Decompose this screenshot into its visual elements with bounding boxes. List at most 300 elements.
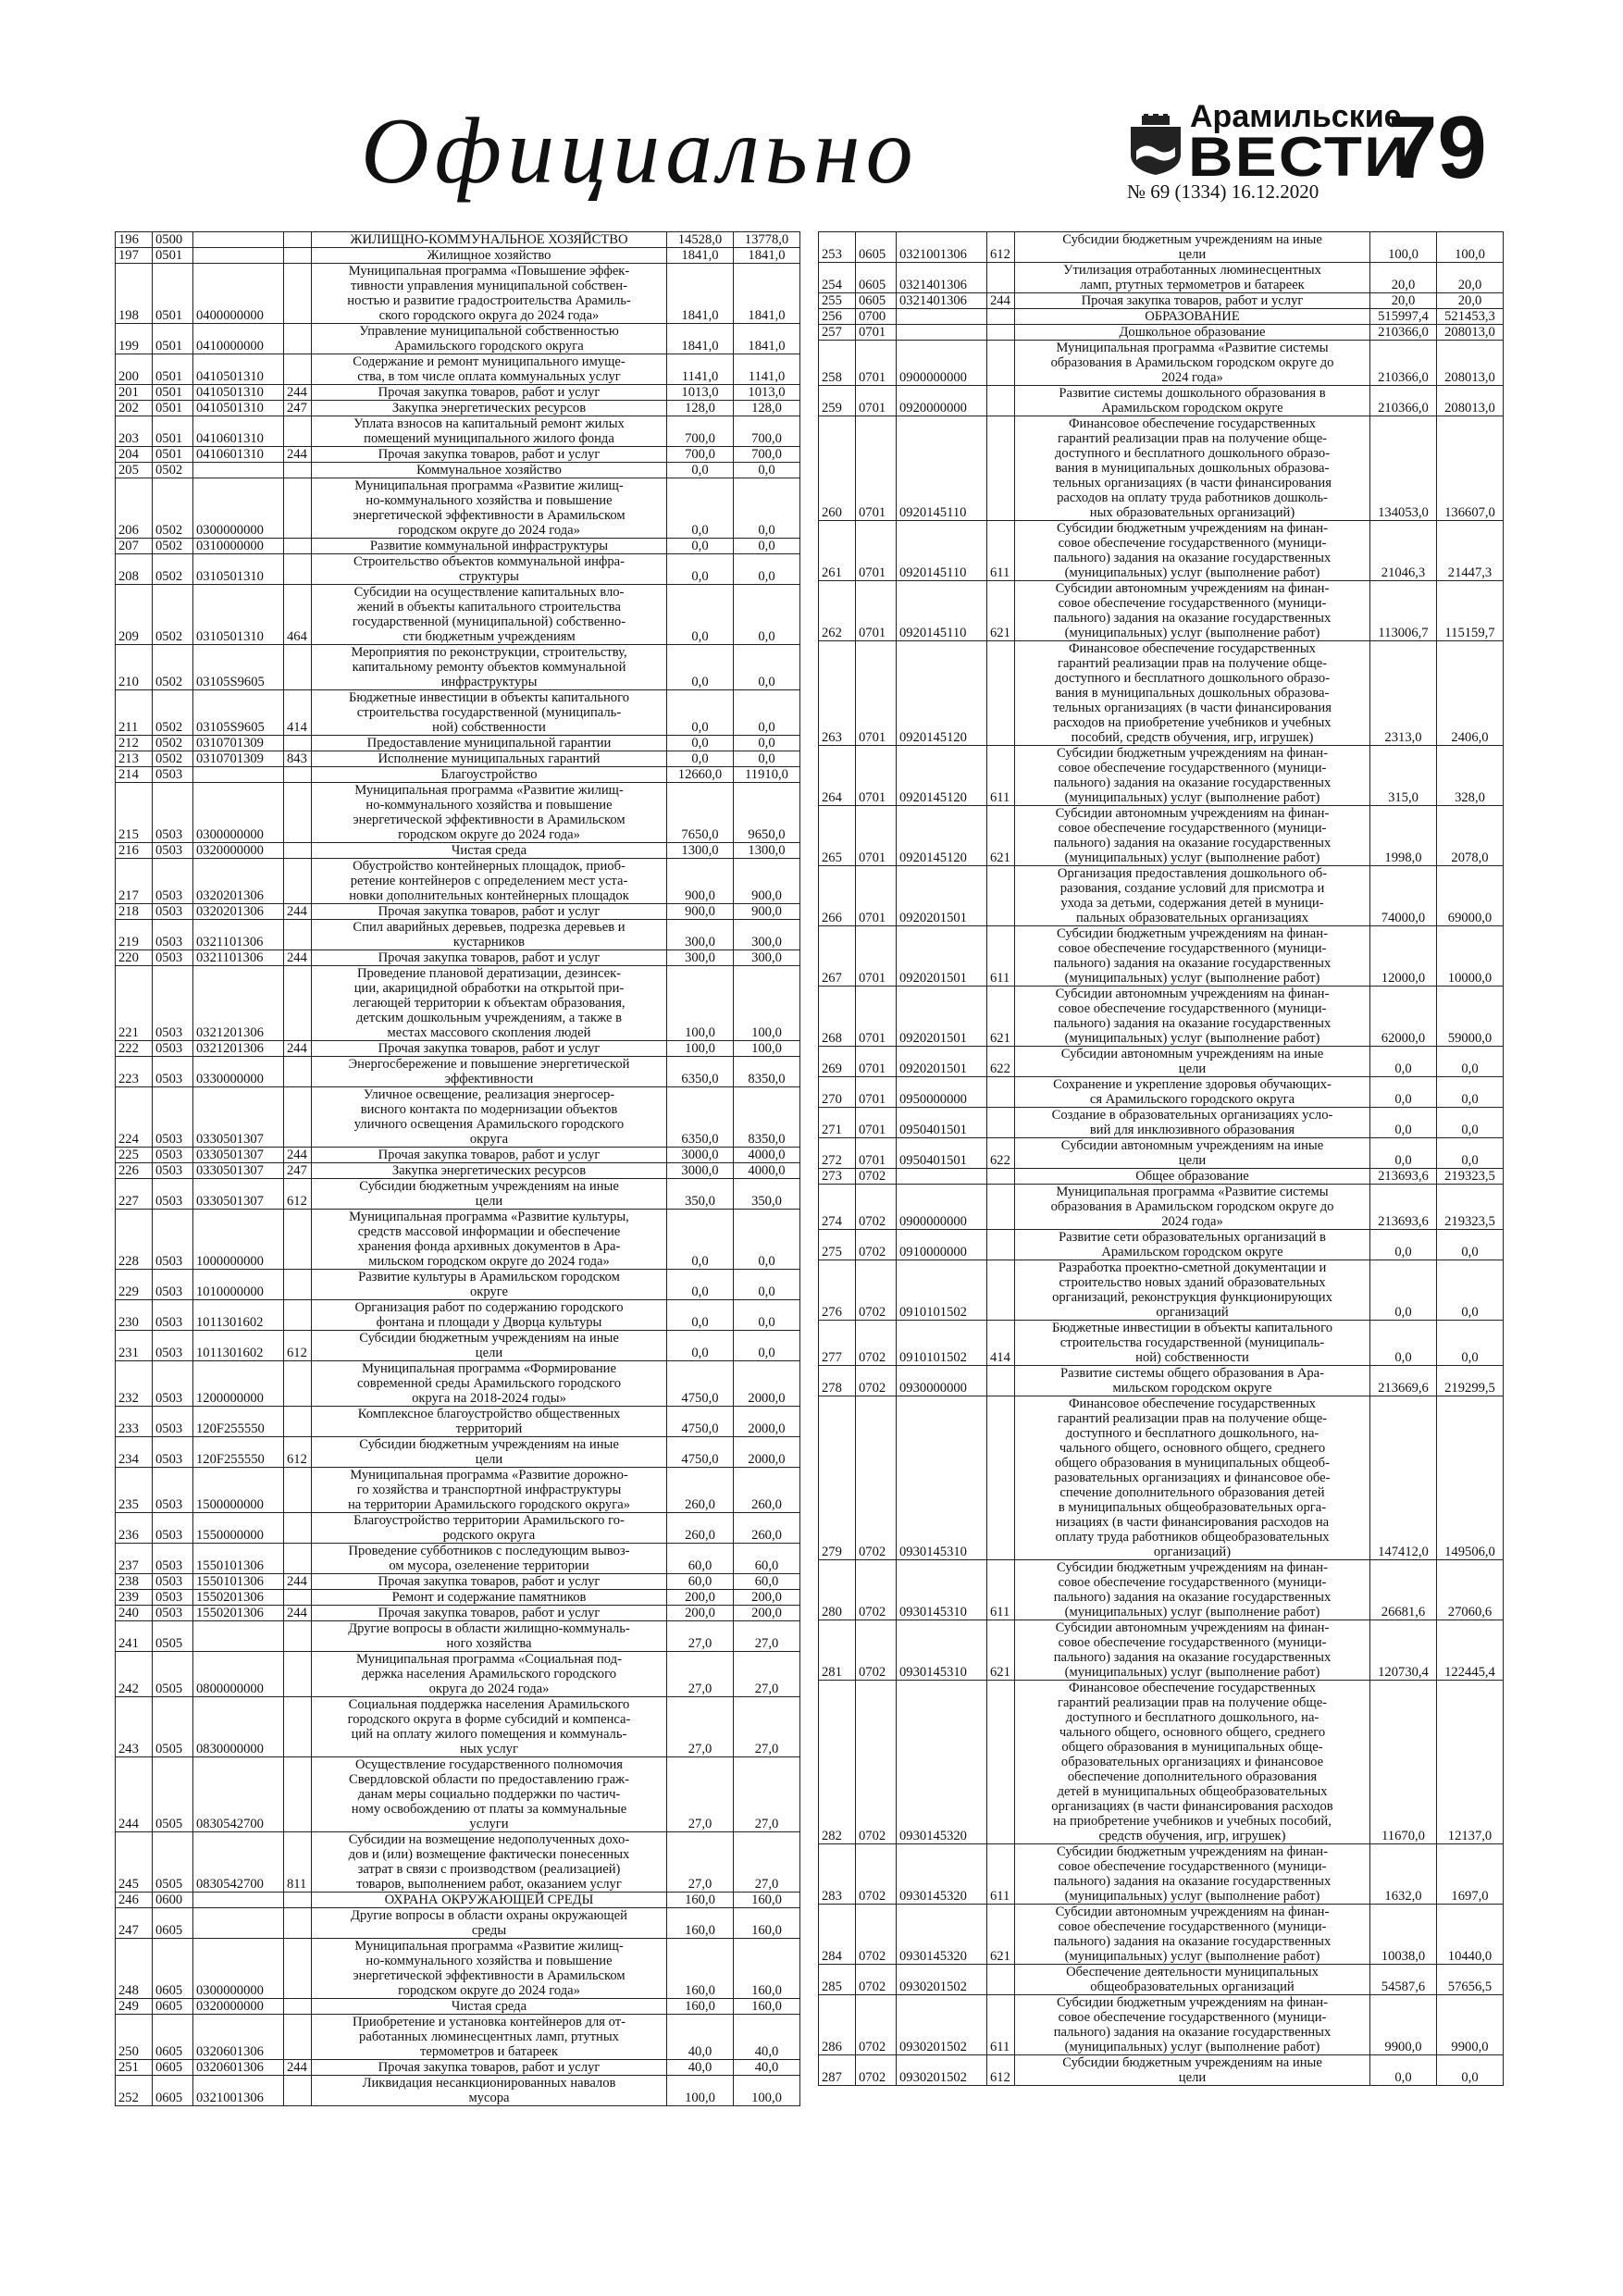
table-row bbox=[819, 1321, 1504, 1366]
type-code bbox=[284, 1468, 312, 1513]
table-row bbox=[819, 1844, 1504, 1905]
item-description: Чистая среда bbox=[312, 843, 667, 859]
item-description: Муниципальная программа «Развитие культуры, средств массовой информации и обеспечение хранения фонда архивных документов в Ара- мильском городском округе до 2024 года» bbox=[312, 1210, 667, 1270]
table-row bbox=[819, 341, 1504, 386]
item-description: Субсидии бюджетным учреждениям на иные цели bbox=[1015, 2055, 1370, 2086]
row-number: 262 bbox=[819, 581, 856, 641]
value-2022: 0,0 bbox=[734, 463, 800, 478]
type-code bbox=[284, 463, 312, 478]
item-description: Прочая закупка товаров, работ и услуг bbox=[312, 447, 667, 463]
table-row bbox=[819, 232, 1504, 263]
value-2021: 0,0 bbox=[667, 751, 734, 767]
table-row bbox=[819, 1230, 1504, 1260]
type-code: 244 bbox=[284, 1148, 312, 1163]
value-2021: 134053,0 bbox=[1370, 416, 1437, 521]
table-row bbox=[819, 263, 1504, 293]
value-2021: 147412,0 bbox=[1370, 1396, 1437, 1560]
value-2021: 1632,0 bbox=[1370, 1844, 1437, 1905]
target-code: 0920145110 bbox=[897, 521, 987, 581]
value-2022: 100,0 bbox=[1437, 232, 1504, 263]
value-2022: 0,0 bbox=[734, 478, 800, 539]
section-code: 0700 bbox=[856, 309, 897, 325]
table-row bbox=[116, 767, 800, 783]
table-row bbox=[116, 690, 800, 736]
type-code: 612 bbox=[284, 1331, 312, 1361]
value-2022: 115159,7 bbox=[1437, 581, 1504, 641]
item-description: Управление муниципальной собственностью Арамильского городского округа bbox=[312, 324, 667, 354]
type-code: 611 bbox=[987, 1560, 1015, 1620]
value-2021: 0,0 bbox=[1370, 1230, 1437, 1260]
table-row bbox=[116, 859, 800, 904]
table-row bbox=[116, 447, 800, 463]
type-code: 244 bbox=[284, 1606, 312, 1621]
item-description: Муниципальная программа «Повышение эффек- тивности управления муниципальной собствен- ностью и развитие градостроительства Арамиль- ского городского округа до 2024 года» bbox=[312, 264, 667, 324]
value-2022: 27,0 bbox=[734, 1697, 800, 1757]
table-row bbox=[819, 1185, 1504, 1230]
logo-main-text: ВЕСТИ bbox=[1188, 126, 1411, 188]
row-number: 223 bbox=[116, 1057, 153, 1087]
section-code: 0503 bbox=[153, 920, 193, 950]
value-2022: 136607,0 bbox=[1437, 416, 1504, 521]
table-row bbox=[819, 1620, 1504, 1681]
target-code: 0310701309 bbox=[193, 736, 284, 751]
value-2022: 1841,0 bbox=[734, 264, 800, 324]
value-2021: 260,0 bbox=[667, 1513, 734, 1544]
target-code: 0950401501 bbox=[897, 1108, 987, 1138]
value-2021: 60,0 bbox=[667, 1544, 734, 1574]
value-2022: 0,0 bbox=[734, 751, 800, 767]
table-row bbox=[819, 1681, 1504, 1844]
table-row bbox=[819, 309, 1504, 325]
type-code bbox=[284, 1361, 312, 1407]
section-code: 0503 bbox=[153, 1590, 193, 1606]
value-2022: 0,0 bbox=[734, 585, 800, 645]
table-row bbox=[116, 539, 800, 554]
value-2021: 0,0 bbox=[667, 1300, 734, 1331]
target-code: 0321201306 bbox=[193, 1041, 284, 1057]
section-code: 0702 bbox=[856, 1260, 897, 1321]
type-code bbox=[987, 263, 1015, 293]
section-code: 0505 bbox=[153, 1697, 193, 1757]
value-2022: 27,0 bbox=[734, 1832, 800, 1893]
value-2022: 260,0 bbox=[734, 1513, 800, 1544]
target-code: 1550101306 bbox=[193, 1544, 284, 1574]
value-2022: 60,0 bbox=[734, 1544, 800, 1574]
type-code: 244 bbox=[284, 950, 312, 966]
item-description: Муниципальная программа «Развитие жилищ- но-коммунального хозяйства и повышение энергетической эффективности в Арамильском городском округе до 2024 года» bbox=[312, 478, 667, 539]
value-2021: 350,0 bbox=[667, 1179, 734, 1210]
item-description: Ликвидация несанкционированных навалов мусора bbox=[312, 2076, 667, 2106]
row-number: 229 bbox=[116, 1270, 153, 1300]
table-row bbox=[116, 1652, 800, 1697]
section-code: 0505 bbox=[153, 1757, 193, 1832]
value-2021: 6350,0 bbox=[667, 1057, 734, 1087]
city-emblem-icon bbox=[1127, 114, 1184, 177]
value-2021: 1300,0 bbox=[667, 843, 734, 859]
value-2022: 0,0 bbox=[1437, 2055, 1504, 2086]
target-code: 0410501310 bbox=[193, 354, 284, 385]
table-row bbox=[819, 1995, 1504, 2055]
item-description: Прочая закупка товаров, работ и услуг bbox=[312, 2060, 667, 2076]
target-code: 0920201501 bbox=[897, 1047, 987, 1077]
type-code bbox=[987, 1077, 1015, 1108]
value-2022: 160,0 bbox=[734, 1893, 800, 1908]
value-2021: 0,0 bbox=[667, 1210, 734, 1270]
type-code: 843 bbox=[284, 751, 312, 767]
value-2022: 1141,0 bbox=[734, 354, 800, 385]
item-description: Жилищное хозяйство bbox=[312, 248, 667, 264]
value-2021: 210366,0 bbox=[1370, 325, 1437, 341]
row-number: 224 bbox=[116, 1087, 153, 1148]
table-row bbox=[116, 385, 800, 401]
row-number: 207 bbox=[116, 539, 153, 554]
value-2021: 3000,0 bbox=[667, 1148, 734, 1163]
section-code: 0702 bbox=[856, 1185, 897, 1230]
row-number: 236 bbox=[116, 1513, 153, 1544]
type-code bbox=[284, 1908, 312, 1939]
row-number: 245 bbox=[116, 1832, 153, 1893]
target-code: 0930145320 bbox=[897, 1844, 987, 1905]
item-description: Бюджетные инвестиции в объекты капитального строительства государственной (муниципаль- ной) собственности bbox=[312, 690, 667, 736]
value-2022: 0,0 bbox=[734, 539, 800, 554]
value-2021: 160,0 bbox=[667, 1939, 734, 1999]
target-code: 0310501310 bbox=[193, 554, 284, 585]
row-number: 277 bbox=[819, 1321, 856, 1366]
section-code: 0702 bbox=[856, 1620, 897, 1681]
item-description: Исполнение муниципальных гарантий bbox=[312, 751, 667, 767]
row-number: 253 bbox=[819, 232, 856, 263]
target-code: 0310000000 bbox=[193, 539, 284, 554]
value-2021: 0,0 bbox=[1370, 1138, 1437, 1169]
value-2021: 0,0 bbox=[667, 645, 734, 690]
right-column bbox=[818, 231, 1503, 2086]
table-row bbox=[116, 463, 800, 478]
value-2022: 12137,0 bbox=[1437, 1681, 1504, 1844]
type-code bbox=[284, 539, 312, 554]
section-code: 0502 bbox=[153, 463, 193, 478]
row-number: 243 bbox=[116, 1697, 153, 1757]
target-code bbox=[193, 232, 284, 248]
row-number: 281 bbox=[819, 1620, 856, 1681]
value-2021: 27,0 bbox=[667, 1621, 734, 1652]
table-row bbox=[116, 1697, 800, 1757]
value-2021: 26681,6 bbox=[1370, 1560, 1437, 1620]
type-code bbox=[284, 1057, 312, 1087]
target-code bbox=[193, 1621, 284, 1652]
table-row bbox=[116, 2015, 800, 2060]
table-row bbox=[116, 248, 800, 264]
target-code: 0920145110 bbox=[897, 416, 987, 521]
type-code: 621 bbox=[987, 806, 1015, 866]
target-code: 1500000000 bbox=[193, 1468, 284, 1513]
target-code: 0800000000 bbox=[193, 1652, 284, 1697]
target-code: 0321001306 bbox=[193, 2076, 284, 2106]
left-column bbox=[115, 231, 799, 2106]
item-description: Закупка энергетических ресурсов bbox=[312, 401, 667, 416]
value-2021: 100,0 bbox=[667, 2076, 734, 2106]
row-number: 276 bbox=[819, 1260, 856, 1321]
table-row bbox=[116, 1757, 800, 1832]
section-code: 0701 bbox=[856, 386, 897, 416]
value-2021: 20,0 bbox=[1370, 263, 1437, 293]
type-code bbox=[284, 2076, 312, 2106]
section-code: 0502 bbox=[153, 645, 193, 690]
item-description: Прочая закупка товаров, работ и услуг bbox=[312, 1041, 667, 1057]
type-code: 247 bbox=[284, 401, 312, 416]
section-code: 0502 bbox=[153, 539, 193, 554]
section-code: 0502 bbox=[153, 751, 193, 767]
row-number: 237 bbox=[116, 1544, 153, 1574]
target-code: 0920145110 bbox=[897, 581, 987, 641]
row-number: 279 bbox=[819, 1396, 856, 1560]
type-code bbox=[987, 1230, 1015, 1260]
value-2022: 328,0 bbox=[1437, 746, 1504, 806]
item-description: Субсидии бюджетным учреждениям на финан- совое обеспечение государственного (муници- пального) задания на оказание государственных (муниципальных) услуг (выполнение работ) bbox=[1015, 1995, 1370, 2055]
type-code: 244 bbox=[284, 447, 312, 463]
table-row bbox=[819, 1260, 1504, 1321]
value-2022: 10000,0 bbox=[1437, 926, 1504, 987]
table-row bbox=[819, 1560, 1504, 1620]
value-2021: 200,0 bbox=[667, 1606, 734, 1621]
value-2021: 1013,0 bbox=[667, 385, 734, 401]
item-description: Закупка энергетических ресурсов bbox=[312, 1163, 667, 1179]
section-code: 0701 bbox=[856, 806, 897, 866]
value-2021: 1998,0 bbox=[1370, 806, 1437, 866]
value-2022: 0,0 bbox=[1437, 1077, 1504, 1108]
table-row bbox=[116, 585, 800, 645]
table-row bbox=[116, 1999, 800, 2015]
target-code: 0950000000 bbox=[897, 1077, 987, 1108]
table-row bbox=[819, 2055, 1504, 2086]
row-number: 256 bbox=[819, 309, 856, 325]
value-2022: 0,0 bbox=[734, 1270, 800, 1300]
value-2021: 10038,0 bbox=[1370, 1905, 1437, 1965]
value-2022: 69000,0 bbox=[1437, 866, 1504, 926]
section-code: 0503 bbox=[153, 1057, 193, 1087]
value-2021: 21046,3 bbox=[1370, 521, 1437, 581]
row-number: 257 bbox=[819, 325, 856, 341]
item-description: Сохранение и укрепление здоровья обучающих- ся Арамильского городского округа bbox=[1015, 1077, 1370, 1108]
target-code: 0321101306 bbox=[193, 920, 284, 950]
table-row bbox=[116, 354, 800, 385]
row-number: 214 bbox=[116, 767, 153, 783]
type-code: 464 bbox=[284, 585, 312, 645]
row-number: 268 bbox=[819, 987, 856, 1047]
type-code: 621 bbox=[987, 1905, 1015, 1965]
section-code: 0605 bbox=[153, 1939, 193, 1999]
item-description: Организация работ по содержанию городского фонтана и площади у Дворца культуры bbox=[312, 1300, 667, 1331]
item-description: Мероприятия по реконструкции, строительству, капитальному ремонту объектов коммунальной инфраструктуры bbox=[312, 645, 667, 690]
type-code: 811 bbox=[284, 1832, 312, 1893]
value-2022: 9650,0 bbox=[734, 783, 800, 843]
table-row bbox=[116, 1270, 800, 1300]
row-number: 235 bbox=[116, 1468, 153, 1513]
type-code bbox=[284, 1407, 312, 1437]
type-code: 612 bbox=[987, 2055, 1015, 2086]
target-code bbox=[897, 309, 987, 325]
value-2022: 160,0 bbox=[734, 1999, 800, 2015]
table-row bbox=[116, 1939, 800, 1999]
section-code: 0503 bbox=[153, 1468, 193, 1513]
value-2022: 100,0 bbox=[734, 2076, 800, 2106]
item-description: Субсидии автономным учреждениям на иные цели bbox=[1015, 1138, 1370, 1169]
type-code: 611 bbox=[987, 1995, 1015, 2055]
section-code: 0605 bbox=[153, 1999, 193, 2015]
target-code: 0910101502 bbox=[897, 1321, 987, 1366]
value-2021: 4750,0 bbox=[667, 1361, 734, 1407]
target-code: 0320000000 bbox=[193, 1999, 284, 2015]
row-number: 222 bbox=[116, 1041, 153, 1057]
section-code: 0501 bbox=[153, 264, 193, 324]
section-code: 0502 bbox=[153, 554, 193, 585]
row-number: 254 bbox=[819, 263, 856, 293]
value-2022: 219323,5 bbox=[1437, 1185, 1504, 1230]
type-code bbox=[987, 866, 1015, 926]
value-2021: 1841,0 bbox=[667, 264, 734, 324]
type-code bbox=[284, 248, 312, 264]
item-description: Прочая закупка товаров, работ и услуг bbox=[1015, 293, 1370, 309]
section-code: 0501 bbox=[153, 354, 193, 385]
table-row bbox=[116, 1590, 800, 1606]
row-number: 275 bbox=[819, 1230, 856, 1260]
target-code: 0920145120 bbox=[897, 746, 987, 806]
type-code bbox=[987, 386, 1015, 416]
value-2022: 0,0 bbox=[1437, 1321, 1504, 1366]
row-number: 280 bbox=[819, 1560, 856, 1620]
type-code: 244 bbox=[284, 1574, 312, 1590]
type-code: 611 bbox=[987, 521, 1015, 581]
value-2022: 27060,6 bbox=[1437, 1560, 1504, 1620]
item-description: Уплата взносов на капитальный ремонт жилых помещений муниципального жилого фонда bbox=[312, 416, 667, 447]
type-code: 622 bbox=[987, 1138, 1015, 1169]
type-code bbox=[987, 1681, 1015, 1844]
value-2021: 213693,6 bbox=[1370, 1169, 1437, 1185]
row-number: 274 bbox=[819, 1185, 856, 1230]
value-2022: 260,0 bbox=[734, 1468, 800, 1513]
value-2022: 0,0 bbox=[734, 1331, 800, 1361]
table-row bbox=[819, 416, 1504, 521]
target-code: 0920000000 bbox=[897, 386, 987, 416]
section-code: 0501 bbox=[153, 248, 193, 264]
newspaper-logo bbox=[1127, 97, 1411, 188]
type-code bbox=[987, 1169, 1015, 1185]
target-code: 0920145120 bbox=[897, 806, 987, 866]
type-code bbox=[284, 1300, 312, 1331]
section-code: 0701 bbox=[856, 1047, 897, 1077]
value-2021: 515997,4 bbox=[1370, 309, 1437, 325]
row-number: 219 bbox=[116, 920, 153, 950]
item-description: Муниципальная программа «Развитие системы образования в Арамильском городском округе до 2024 года» bbox=[1015, 341, 1370, 386]
item-description: Субсидии автономным учреждениям на финан- совое обеспечение государственного (муници- пального) задания на оказание государственных (муниципальных) услуг (выполнение работ) bbox=[1015, 581, 1370, 641]
target-code: 0310701309 bbox=[193, 751, 284, 767]
section-code: 0503 bbox=[153, 1574, 193, 1590]
value-2021: 700,0 bbox=[667, 416, 734, 447]
table-row bbox=[819, 325, 1504, 341]
value-2022: 8350,0 bbox=[734, 1087, 800, 1148]
value-2021: 0,0 bbox=[667, 736, 734, 751]
value-2021: 210366,0 bbox=[1370, 341, 1437, 386]
value-2022: 1841,0 bbox=[734, 324, 800, 354]
table-row bbox=[116, 950, 800, 966]
row-number: 233 bbox=[116, 1407, 153, 1437]
target-code: 0930201502 bbox=[897, 2055, 987, 2086]
section-code: 0702 bbox=[856, 1396, 897, 1560]
section-code: 0503 bbox=[153, 1163, 193, 1179]
type-code: 611 bbox=[987, 746, 1015, 806]
row-number: 278 bbox=[819, 1366, 856, 1396]
target-code: 0930201502 bbox=[897, 1965, 987, 1995]
section-code: 0503 bbox=[153, 1513, 193, 1544]
target-code: 0910000000 bbox=[897, 1230, 987, 1260]
row-number: 203 bbox=[116, 416, 153, 447]
target-code: 1011301602 bbox=[193, 1331, 284, 1361]
type-code: 622 bbox=[987, 1047, 1015, 1077]
target-code: 0920145120 bbox=[897, 641, 987, 746]
item-description: ОХРАНА ОКРУЖАЮЩЕЙ СРЕДЫ bbox=[312, 1893, 667, 1908]
section-code: 0702 bbox=[856, 1905, 897, 1965]
target-code: 1000000000 bbox=[193, 1210, 284, 1270]
target-code: 1550201306 bbox=[193, 1590, 284, 1606]
row-number: 239 bbox=[116, 1590, 153, 1606]
value-2022: 1841,0 bbox=[734, 248, 800, 264]
type-code bbox=[987, 341, 1015, 386]
value-2021: 213693,6 bbox=[1370, 1185, 1437, 1230]
table-row bbox=[116, 920, 800, 950]
section-code: 0701 bbox=[856, 581, 897, 641]
type-code bbox=[284, 1652, 312, 1697]
value-2021: 0,0 bbox=[1370, 1108, 1437, 1138]
row-number: 241 bbox=[116, 1621, 153, 1652]
issue-info: № 69 (1334) 16.12.2020 bbox=[1127, 180, 1319, 203]
value-2021: 213669,6 bbox=[1370, 1366, 1437, 1396]
item-description: Энергосбережение и повышение энергетической эффективности bbox=[312, 1057, 667, 1087]
table-row bbox=[116, 645, 800, 690]
type-code bbox=[987, 416, 1015, 521]
table-row bbox=[116, 1361, 800, 1407]
item-description: Проведение субботников с последующим вывоз- ом мусора, озеленение территории bbox=[312, 1544, 667, 1574]
value-2021: 6350,0 bbox=[667, 1087, 734, 1148]
section-code: 0605 bbox=[856, 263, 897, 293]
value-2022: 208013,0 bbox=[1437, 386, 1504, 416]
row-number: 251 bbox=[116, 2060, 153, 2076]
item-description: Субсидии автономным учреждениям на финан- совое обеспечение государственного (муници- пального) задания на оказание государственных (муниципальных) услуг (выполнение работ) bbox=[1015, 987, 1370, 1047]
row-number: 238 bbox=[116, 1574, 153, 1590]
table-row bbox=[819, 926, 1504, 987]
section-code: 0503 bbox=[153, 843, 193, 859]
value-2021: 900,0 bbox=[667, 859, 734, 904]
target-code: 0930145310 bbox=[897, 1620, 987, 1681]
table-row bbox=[116, 1621, 800, 1652]
row-number: 284 bbox=[819, 1905, 856, 1965]
section-title: Официально bbox=[361, 99, 919, 204]
table-row bbox=[116, 416, 800, 447]
section-code: 0702 bbox=[856, 1681, 897, 1844]
target-code: 0320201306 bbox=[193, 904, 284, 920]
table-row bbox=[819, 1396, 1504, 1560]
value-2021: 20,0 bbox=[1370, 293, 1437, 309]
type-code bbox=[284, 1210, 312, 1270]
section-code: 0500 bbox=[153, 232, 193, 248]
value-2022: 0,0 bbox=[1437, 1138, 1504, 1169]
value-2021: 0,0 bbox=[667, 554, 734, 585]
row-number: 212 bbox=[116, 736, 153, 751]
item-description: Обустройство контейнерных площадок, приоб- ретение контейнеров с определением мест уста- новки дополнительных контейнерных площадок bbox=[312, 859, 667, 904]
target-code: 0910101502 bbox=[897, 1260, 987, 1321]
type-code bbox=[284, 920, 312, 950]
value-2022: 350,0 bbox=[734, 1179, 800, 1210]
table-row bbox=[819, 521, 1504, 581]
table-row bbox=[116, 966, 800, 1041]
